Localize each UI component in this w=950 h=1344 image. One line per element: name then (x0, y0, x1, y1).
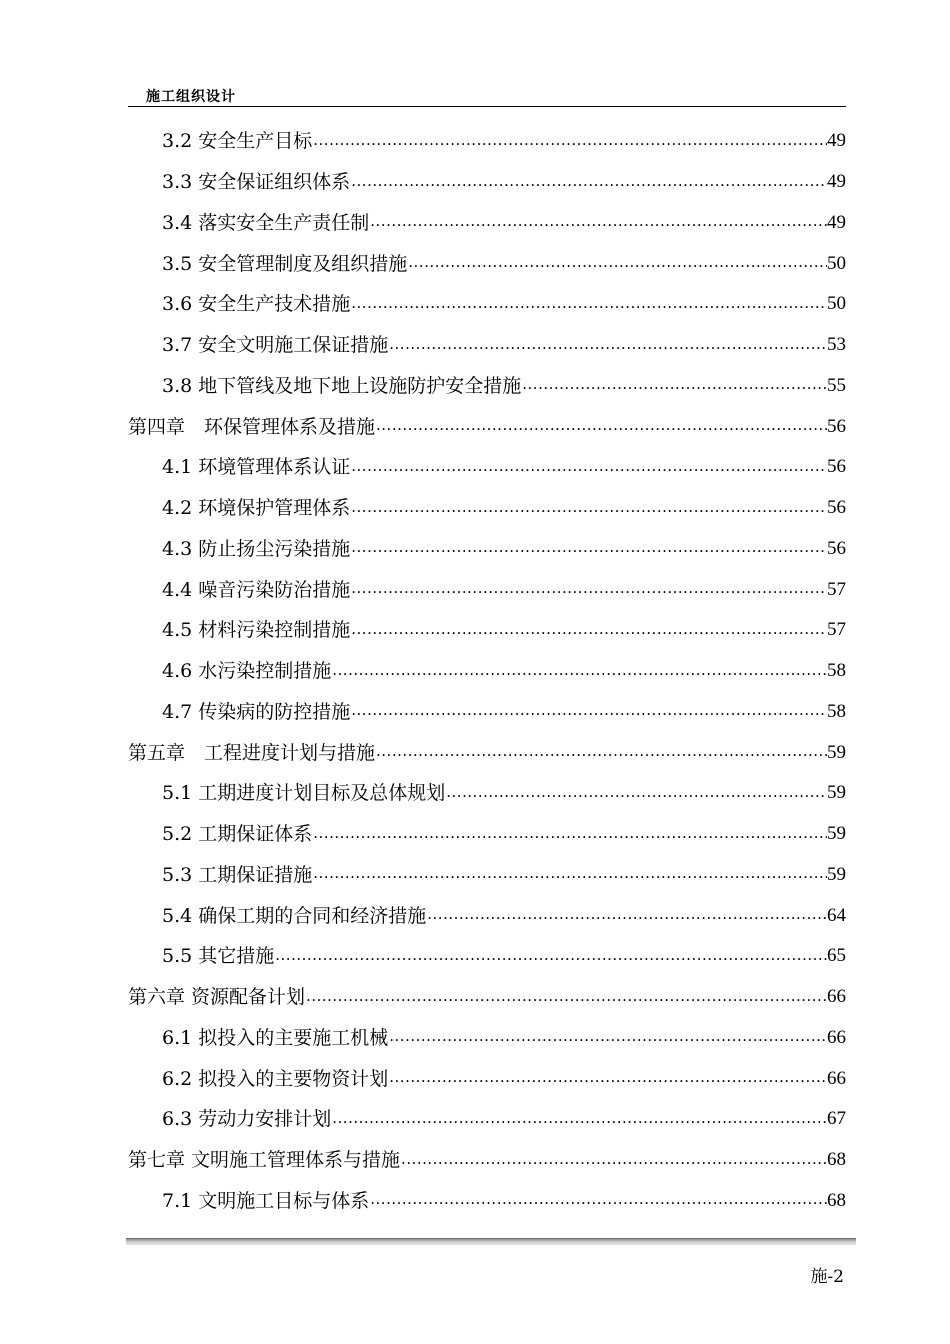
toc-chapter-entry[interactable] (128, 732, 846, 773)
toc-entry-title: 3.2 安全生产目标 (162, 130, 313, 153)
toc-dot-leader (331, 1107, 827, 1129)
toc-entry-page: 59 (827, 863, 846, 885)
toc-section-entry[interactable] (128, 895, 846, 936)
footer-rule (126, 1238, 856, 1245)
table-of-contents (128, 121, 846, 1221)
toc-dot-leader (350, 170, 827, 192)
toc-dot-leader (426, 903, 827, 925)
toc-section-entry[interactable] (128, 610, 846, 651)
toc-entry-page: 57 (827, 619, 846, 641)
toc-dot-leader (350, 496, 827, 518)
toc-entry-page: 56 (827, 415, 846, 437)
toc-entry-page: 50 (827, 293, 846, 315)
toc-entry-page: 50 (827, 252, 846, 274)
toc-entry-page: 68 (827, 1189, 846, 1211)
toc-entry-page: 49 (827, 171, 846, 193)
toc-section-entry[interactable] (128, 936, 846, 977)
toc-dot-leader (400, 1148, 827, 1170)
toc-section-entry[interactable] (128, 284, 846, 325)
toc-entry-title: 3.7 安全文明施工保证措施 (162, 334, 389, 357)
toc-entry-title: 5.2 工期保证体系 (162, 823, 313, 846)
toc-dot-leader (388, 1066, 827, 1088)
toc-entry-title: 3.5 安全管理制度及组织措施 (162, 252, 408, 275)
toc-dot-leader (312, 129, 827, 151)
toc-entry-page: 49 (827, 211, 846, 233)
toc-section-entry[interactable] (128, 243, 846, 284)
toc-dot-leader (369, 210, 827, 232)
toc-entry-page: 59 (827, 741, 846, 763)
toc-entry-page: 66 (827, 1067, 846, 1089)
toc-entry-page: 66 (827, 986, 846, 1008)
toc-entry-title: 第五章 工程进度计划与措施 (128, 741, 376, 764)
toc-entry-title: 第六章 资源配备计划 (128, 986, 306, 1009)
toc-dot-leader (305, 985, 827, 1007)
toc-section-entry[interactable] (128, 855, 846, 896)
toc-entry-title: 4.6 水污染控制措施 (162, 660, 332, 683)
toc-section-entry[interactable] (128, 569, 846, 610)
toc-entry-page: 53 (827, 334, 846, 356)
toc-chapter-entry[interactable] (128, 977, 846, 1018)
toc-entry-page: 59 (827, 782, 846, 804)
toc-entry-page: 66 (827, 1026, 846, 1048)
toc-entry-title: 4.7 传染病的防控措施 (162, 700, 351, 723)
toc-entry-page: 64 (827, 904, 846, 926)
page-header (128, 84, 846, 107)
toc-entry-page: 56 (827, 456, 846, 478)
toc-dot-leader (407, 251, 827, 273)
toc-chapter-entry[interactable] (128, 1140, 846, 1181)
toc-entry-page: 65 (827, 945, 846, 967)
toc-entry-page: 58 (827, 660, 846, 682)
toc-entry-title: 6.1 拟投入的主要施工机械 (162, 1026, 389, 1049)
toc-section-entry[interactable] (128, 447, 846, 488)
toc-dot-leader (388, 1025, 827, 1047)
toc-entry-page: 68 (827, 1149, 846, 1171)
toc-section-entry[interactable] (128, 325, 846, 366)
toc-entry-title: 4.5 材料污染控制措施 (162, 619, 351, 642)
toc-dot-leader (350, 455, 827, 477)
toc-entry-page: 67 (827, 1108, 846, 1130)
toc-entry-title: 第七章 文明施工管理体系与措施 (128, 1149, 401, 1172)
toc-entry-title: 4.3 防止扬尘污染措施 (162, 537, 351, 560)
header-title: 施工组织设计 (146, 89, 236, 105)
toc-entry-page: 58 (827, 700, 846, 722)
toc-dot-leader (375, 740, 827, 762)
toc-entry-title: 5.1 工期进度计划目标及总体规划 (162, 782, 446, 805)
toc-section-entry[interactable] (128, 203, 846, 244)
toc-section-entry[interactable] (128, 366, 846, 407)
toc-dot-leader (350, 577, 827, 599)
toc-section-entry[interactable] (128, 1181, 846, 1222)
toc-chapter-entry[interactable] (128, 406, 846, 447)
toc-section-entry[interactable] (128, 1018, 846, 1059)
toc-entry-title: 4.1 环境管理体系认证 (162, 456, 351, 479)
toc-entry-title: 4.4 噪音污染防治措施 (162, 578, 351, 601)
toc-entry-page: 57 (827, 578, 846, 600)
toc-section-entry[interactable] (128, 488, 846, 529)
toc-section-entry[interactable] (128, 692, 846, 733)
toc-section-entry[interactable] (128, 529, 846, 570)
toc-entry-title: 6.2 拟投入的主要物资计划 (162, 1067, 389, 1090)
toc-entry-title: 7.1 文明施工目标与体系 (162, 1189, 370, 1212)
toc-section-entry[interactable] (128, 1058, 846, 1099)
toc-entry-title: 3.4 落实安全生产责任制 (162, 211, 370, 234)
toc-section-entry[interactable] (128, 651, 846, 692)
toc-entry-page: 56 (827, 537, 846, 559)
toc-dot-leader (350, 618, 827, 640)
toc-entry-title: 6.3 劳动力安排计划 (162, 1108, 332, 1131)
toc-entry-page: 59 (827, 823, 846, 845)
toc-dot-leader (521, 373, 827, 395)
toc-dot-leader (331, 659, 827, 681)
toc-dot-leader (388, 333, 827, 355)
toc-section-entry[interactable] (128, 121, 846, 162)
toc-entry-title: 5.5 其它措施 (162, 945, 275, 968)
toc-entry-title: 3.6 安全生产技术措施 (162, 293, 351, 316)
toc-entry-title: 5.3 工期保证措施 (162, 863, 313, 886)
toc-dot-leader (369, 1188, 827, 1210)
toc-entry-title: 4.2 环境保护管理体系 (162, 497, 351, 520)
toc-section-entry[interactable] (128, 814, 846, 855)
toc-dot-leader (350, 699, 827, 721)
toc-dot-leader (350, 536, 827, 558)
toc-entry-page: 49 (827, 130, 846, 152)
toc-section-entry[interactable] (128, 773, 846, 814)
toc-dot-leader (312, 862, 827, 884)
toc-entry-page: 55 (827, 374, 846, 396)
toc-entry-title: 3.8 地下管线及地下地上设施防护安全措施 (162, 374, 522, 397)
page-number: 施-2 (810, 1267, 844, 1287)
toc-dot-leader (375, 414, 827, 436)
toc-section-entry[interactable] (128, 162, 846, 203)
toc-entry-page: 56 (827, 497, 846, 519)
toc-dot-leader (445, 781, 827, 803)
toc-entry-title: 3.3 安全保证组织体系 (162, 171, 351, 194)
toc-section-entry[interactable] (128, 1099, 846, 1140)
toc-dot-leader (312, 822, 827, 844)
toc-entry-title: 第四章 环保管理体系及措施 (128, 415, 376, 438)
toc-dot-leader (350, 292, 827, 314)
toc-dot-leader (274, 944, 827, 966)
toc-entry-title: 5.4 确保工期的合同和经济措施 (162, 904, 427, 927)
